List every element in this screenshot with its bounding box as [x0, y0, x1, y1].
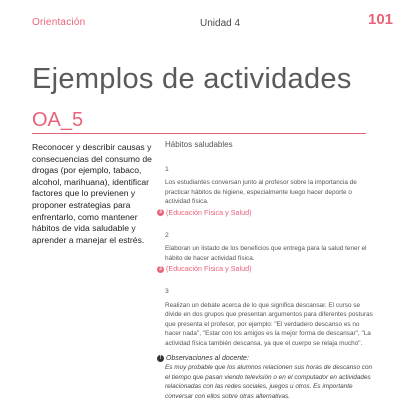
- header-unit: Unidad 4: [200, 18, 241, 29]
- subject-tag: [157, 264, 375, 274]
- subject-label: (Educación Física y Salud): [166, 207, 252, 217]
- activity-text: Los estudiantes conversan junto al profesor sobre la importancia de practicar hábitos de higiene, especialmente luego hacer deporte o actividad física.: [165, 179, 357, 206]
- circled-number-icon: 3: [157, 209, 164, 216]
- activity-number: 3: [165, 287, 169, 295]
- subject-tag: [157, 208, 375, 218]
- section-divider: [32, 133, 366, 134]
- objective-text: Reconocer y describir causas y consecuencias del consumo de drogas (por ejemplo, tabaco, alcohol, marihuana), identificar factores que lo previenen y proponer estrategias para enfrentarlo, como mantener hábitos de vida saludable y aprender a manejar el estrés.: [32, 142, 152, 245]
- observation-header: [157, 354, 375, 364]
- observation-title: Observaciones al docente:: [166, 354, 249, 362]
- subject-label: (Educación Física y Salud): [166, 264, 252, 274]
- page-number: 101: [368, 11, 394, 28]
- header-section: Orientación: [32, 17, 86, 28]
- activity-text: Elaboran un listado de los beneficios que entrega para la salud tener el hábito de hacer actividad física.: [165, 245, 367, 262]
- section-title: Hábitos saludables: [165, 140, 233, 149]
- warning-icon: !: [157, 355, 164, 362]
- activity-item: [159, 231, 375, 274]
- observation-text: Es muy probable que los alumnos relacionen sus horas de descanso con el tiempo que pasan viendo televisión o en el computador en actividades relacionadas con las redes sociales, juegos u otros. Es importante conversar con ellos sobre otras alternativas.: [165, 364, 373, 400]
- activity-item: [165, 287, 375, 349]
- activity-number: 1: [165, 165, 169, 173]
- page-title: Ejemplos de actividades: [32, 63, 352, 95]
- oa-code: OA_5: [32, 109, 84, 131]
- activities-column: [159, 140, 375, 401]
- activity-item: [159, 165, 375, 218]
- activity-number: 2: [165, 231, 169, 239]
- circled-number-icon: 3: [157, 266, 164, 273]
- activity-text: Realizan un debate acerca de lo que significa descansar. El curso se divide en dos grupos que presentan argumentos para diferentes posturas que presenta el profesor, por ejemplo: "El verdadero descanso es no hacer nada", "Estar con los amigos es la mejor forma de descansar", "La actividad física también descansa, ya que el cuerpo se relaja mucho".: [165, 301, 373, 347]
